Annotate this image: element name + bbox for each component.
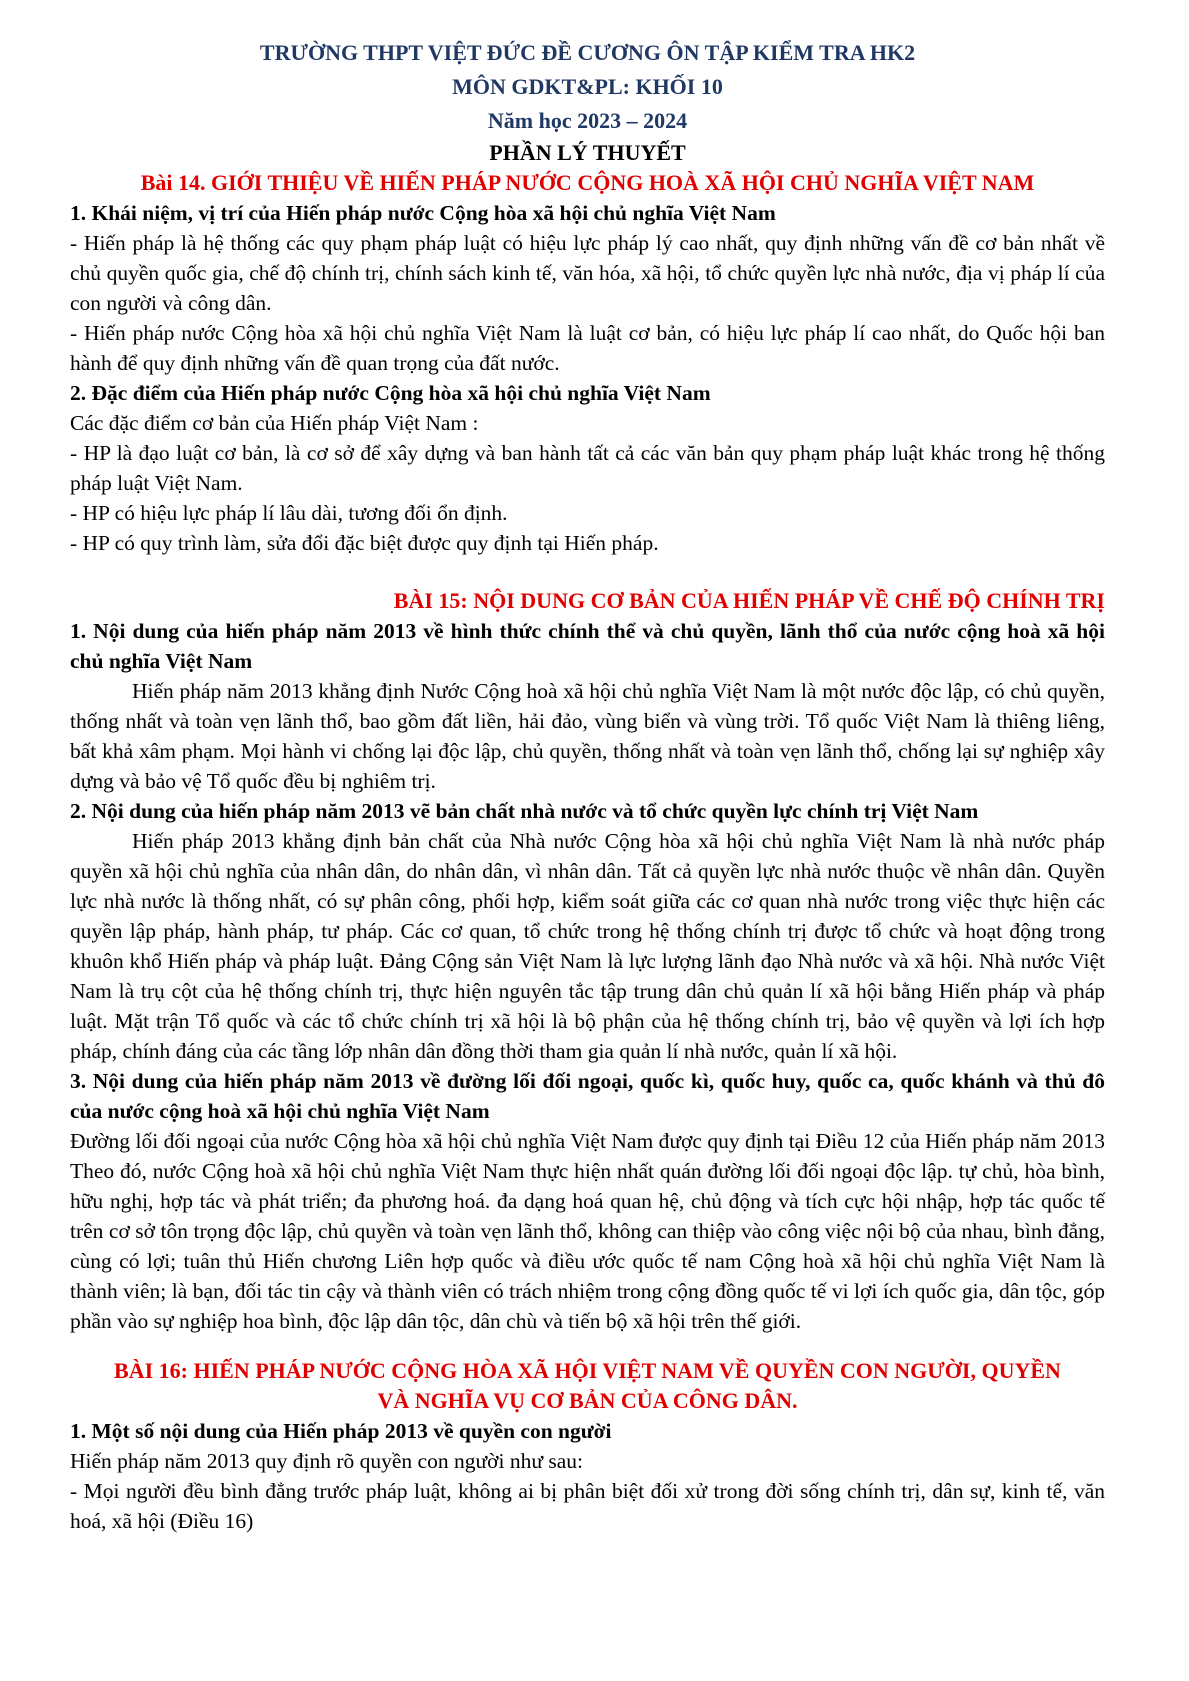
- bai16-section1-bullet1: - Mọi người đều bình đẳng trước pháp luật, không ai bị phân biệt đối xử trong đời sống chính trị, dân sự, kinh tế, văn hoá, xã hội (Điều 16): [70, 1479, 1105, 1533]
- bai16-title-line2: VÀ NGHĨA VỤ CƠ BẢN CỦA CÔNG DÂN.: [377, 1388, 798, 1413]
- bai14-section2-bullet3: - HP có quy trình làm, sửa đổi đặc biệt được quy định tại Hiến pháp.: [70, 531, 659, 555]
- bai14-section1-paragraph2: - Hiến pháp nước Cộng hòa xã hội chủ nghĩa Việt Nam là luật cơ bản, có hiệu lực pháp lí cao nhất, do Quốc hội ban hành để quy định những vấn đề quan trọng của đất nước.: [70, 321, 1105, 375]
- bai14-section2-heading: 2. Đặc điểm của Hiến pháp nước Cộng hòa xã hội chủ nghĩa Việt Nam: [70, 381, 711, 405]
- bai14-section2-bullet1: - HP là đạo luật cơ bản, là cơ sở để xây dựng và ban hành tất cả các văn bản quy phạm pháp luật khác trong hệ thống pháp luật Việt Nam.: [70, 441, 1105, 495]
- spacer: [70, 1336, 1105, 1356]
- school-header-title: TRƯỜNG THPT VIỆT ĐỨC ĐỀ CƯƠNG ÔN TẬP KIỂM TRA HK2: [259, 40, 916, 65]
- school-year: Năm học 2023 – 2024: [487, 108, 688, 133]
- bai14-title: Bài 14. GIỚI THIỆU VỀ HIẾN PHÁP NƯỚC CỘNG HOÀ XÃ HỘI CHỦ NGHĨA VIỆT NAM: [140, 170, 1035, 195]
- bai14-section2-intro: Các đặc điểm cơ bản của Hiến pháp Việt Nam :: [70, 411, 479, 435]
- bai15-section3-heading: 3. Nội dung của hiến pháp năm 2013 về đường lối đối ngoại, quốc kì, quốc huy, quốc ca, quốc khánh và thủ đô của nước cộng hoà xã hội chủ nghĩa Việt Nam: [70, 1069, 1105, 1123]
- part-title: PHẦN LÝ THUYẾT: [489, 140, 686, 165]
- bai14-section2-bullet2: - HP có hiệu lực pháp lí lâu dài, tương đối ổn định.: [70, 501, 508, 525]
- bai15-section1-paragraph: Hiến pháp năm 2013 khẳng định Nước Cộng hoà xã hội chủ nghĩa Việt Nam là một nước độc lập, có chủ quyền, thống nhất và toàn vẹn lãnh thổ, bao gồm đất liền, hải đảo, vùng biển và vùng trời. Tổ quốc Việt Nam là thiêng liêng, bất khả xâm phạm. Mọi hành vi chống lại độc lập, chủ quyền, thống nhất và toàn vẹn lãnh thổ, chống lại sự nghiệp xây dựng và bảo vệ Tổ quốc đều bị nghiêm trị.: [70, 679, 1105, 793]
- bai16-section1-intro: Hiến pháp năm 2013 quy định rõ quyền con người như sau:: [70, 1449, 583, 1473]
- bai15-section1-heading: 1. Nội dung của hiến pháp năm 2013 về hình thức chính thể và chủ quyền, lãnh thổ của nước cộng hoà xã hội chủ nghĩa Việt Nam: [70, 619, 1105, 673]
- bai15-section2-heading: 2. Nội dung của hiến pháp năm 2013 vẽ bản chất nhà nước và tổ chức quyền lực chính trị Việt Nam: [70, 799, 979, 823]
- bai14-section1-paragraph1: - Hiến pháp là hệ thống các quy phạm pháp luật có hiệu lực pháp lý cao nhất, quy định những vấn đề cơ bản nhất về chủ quyền quốc gia, chế độ chính trị, chính sách kinh tế, văn hóa, xã hội, tổ chức quyền lực nhà nước, địa vị pháp lí của con người và công dân.: [70, 231, 1105, 315]
- bai16-title-line1: BÀI 16: HIẾN PHÁP NƯỚC CỘNG HÒA XÃ HỘI VIỆT NAM VỀ QUYỀN CON NGƯỜI, QUYỀN: [114, 1358, 1061, 1383]
- subject-header: MÔN GDKT&PL: KHỐI 10: [452, 74, 723, 99]
- bai15-section3-paragraph: Đường lối đối ngoại của nước Cộng hòa xã hội chủ nghĩa Việt Nam được quy định tại Điều 12 của Hiến pháp năm 2013 Theo đó, nước Cộng hoà xã hội chủ nghĩa Việt Nam thực hiện nhất quán đường lối đối ngoại độc lập. tự chủ, hòa bình, hữu nghị, hợp tác và phát triển; đa phương hoá. đa dạng hoá quan hệ, chủ động và tích cực hội nhập, hợp tác quốc tế trên cơ sở tôn trọng độc lập, chủ quyền và toàn vẹn lãnh thổ, không can thiệp vào công việc nội bộ của nhau, bình đẳng, cùng có lợi; tuân thủ Hiến chương Liên hợp quốc và điều ước quốc tế nam Cộng hoà xã hội chủ nghĩa Việt Nam là thành viên; là bạn, đối tác tin cậy và thành viên có trách nhiệm trong cộng đồng quốc tế vi lợi ích quốc gia, dân tộc, góp phần vào sự nghiệp hoa bình, độc lập dân tộc, dân chù và tiến bộ xã hội trên thế giới.: [70, 1129, 1105, 1333]
- bai16-section1-heading: 1. Một số nội dung của Hiến pháp 2013 về quyền con người: [70, 1419, 612, 1443]
- bai14-section1-heading: 1. Khái niệm, vị trí của Hiến pháp nước Cộng hòa xã hội chủ nghĩa Việt Nam: [70, 201, 776, 225]
- bai15-title: BÀI 15: NỘI DUNG CƠ BẢN CỦA HIẾN PHÁP VỀ CHẾ ĐỘ CHÍNH TRỊ: [393, 588, 1105, 613]
- spacer: [70, 558, 1105, 586]
- bai15-section2-paragraph: Hiến pháp 2013 khẳng định bản chất của Nhà nước Cộng hòa xã hội chủ nghĩa Việt Nam là nhà nước pháp quyền xã hội chủ nghĩa của nhân dân, do nhân dân, vì nhân dân. Tất cả quyền lực nhà nước thuộc về nhân dân. Quyền lực nhà nước là thống nhất, có sự phân công, phối hợp, kiểm soát giữa các cơ quan nhà nước trong việc thực hiện các quyền lập pháp, hành pháp, tư pháp. Các cơ quan, tổ chức trong hệ thống chính trị được tổ chức và hoạt động trong khuôn khổ Hiến pháp và pháp luật. Đảng Cộng sản Việt Nam là lực lượng lãnh đạo Nhà nước và xã hội. Nhà nước Việt Nam là trụ cột của hệ thống chính trị, thực hiện nguyên tắc tập trung dân chủ quản lí xã hội bằng Hiến pháp và pháp luật. Mặt trận Tổ quốc và các tổ chức chính trị xã hội là bộ phận của hệ thống chính trị, bảo vệ quyền và lợi ích hợp pháp, chính đáng của các tầng lớp nhân dân đồng thời tham gia quản lí nhà nước, quản lí xã hội.: [70, 829, 1105, 1063]
